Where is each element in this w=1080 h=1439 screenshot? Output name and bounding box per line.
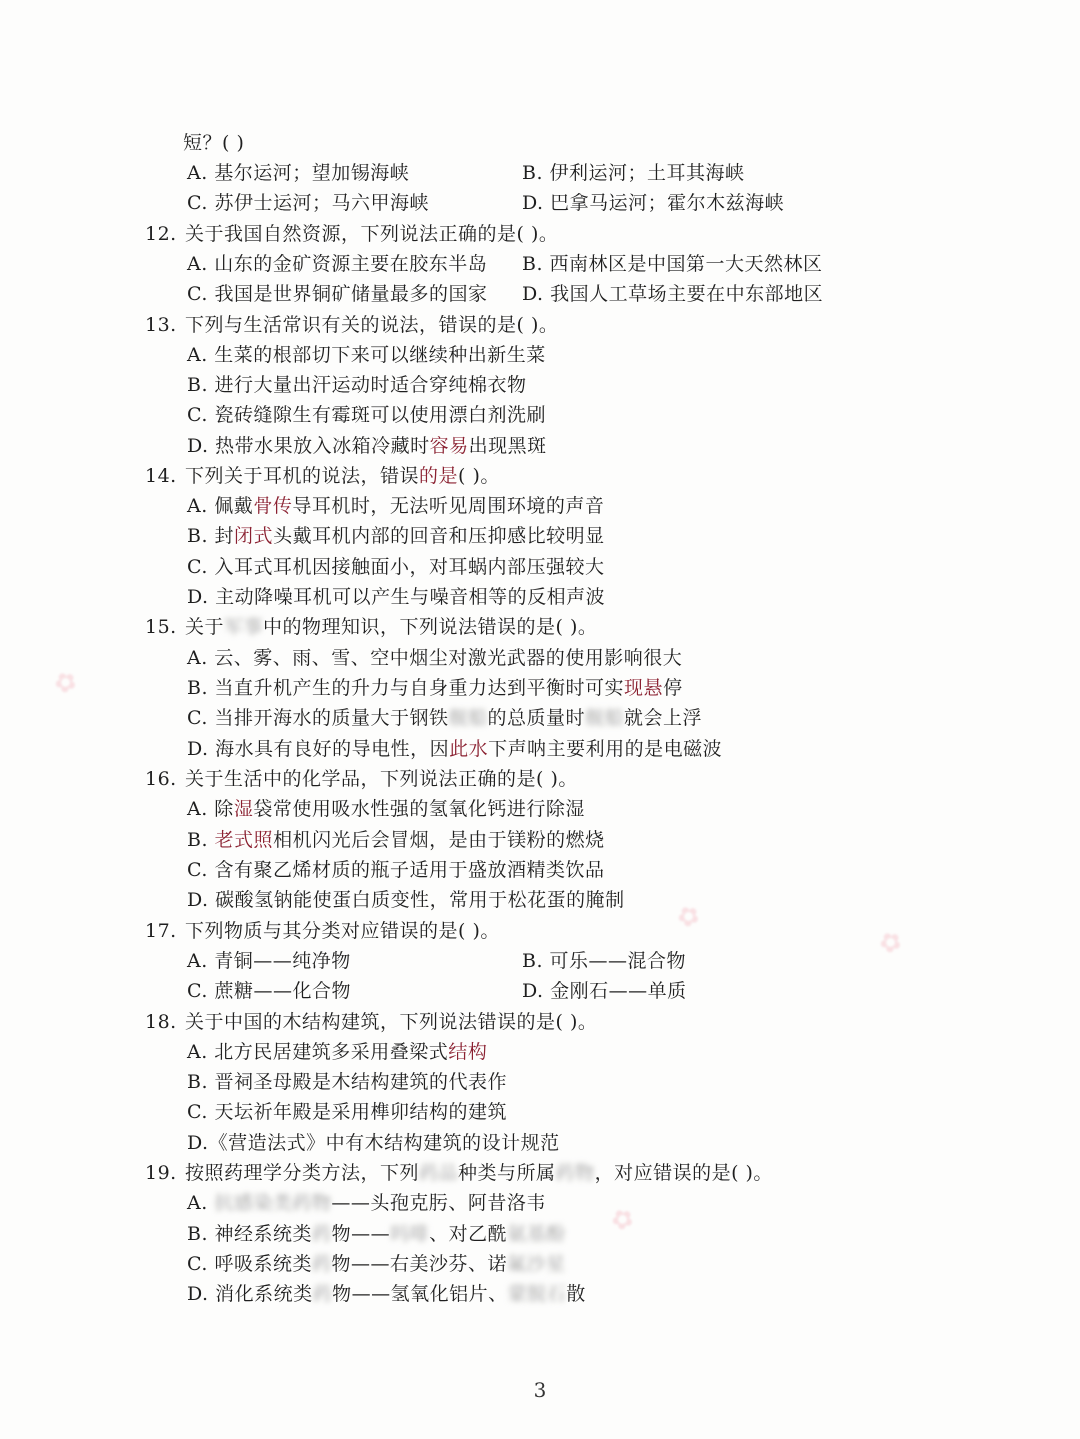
text-segment: 下声呐主要利用的是电磁波 xyxy=(488,738,723,760)
text-segment: 种类与所属 xyxy=(458,1162,556,1184)
q18-option-a xyxy=(187,1037,487,1067)
watermark-mark: ✿ xyxy=(605,1201,640,1239)
text-segment: ，对应错误的是( )。 xyxy=(594,1162,773,1184)
page-number: 3 xyxy=(533,1378,547,1402)
q12-option-b: B. 西南林区是中国第一大天然林区 xyxy=(522,253,823,275)
text-segment: 现悬 xyxy=(624,677,664,699)
blurred-text: 药 xyxy=(311,1253,332,1275)
text-segment: 骨传 xyxy=(253,495,293,517)
text-segment: A. xyxy=(187,1192,215,1214)
blurred-text: 军事 xyxy=(224,616,264,638)
text-segment: 物—— xyxy=(331,1223,391,1245)
question-text: 关于我国自然资源，下列说法正确的是( )。 xyxy=(185,223,559,245)
q12-option-a: A. 山东的金矿资源主要在胶东半岛 xyxy=(187,253,488,275)
text-segment: 散 xyxy=(566,1283,586,1305)
q17-stem xyxy=(145,916,500,946)
text-segment: ( )。 xyxy=(458,465,500,487)
q12-stem xyxy=(145,219,558,249)
text-segment: 物——氢氧化铝片、 xyxy=(332,1283,508,1305)
q17-option-c: C. 蔗糖——化合物 xyxy=(187,980,351,1002)
text-segment: B. 当直升机产生的升力与自身重力达到平衡时可实 xyxy=(187,677,625,699)
text-segment: 就会上浮 xyxy=(624,707,703,729)
text-segment: A. 佩戴 xyxy=(187,495,254,517)
q19-option-b xyxy=(187,1219,566,1249)
q19-option-d xyxy=(187,1279,586,1309)
blurred-text: 舰船 xyxy=(584,707,624,729)
blurred-text: 吗啡 xyxy=(390,1223,430,1245)
q13-option-a: A. 生菜的根部切下来可以继续种出新生菜 xyxy=(187,344,546,366)
q11-option-d: D. 巴拿马运河；霍尔木兹海峡 xyxy=(522,192,785,214)
q15-option-b xyxy=(187,673,683,703)
question-text: 下列物质与其分类对应错误的是( )。 xyxy=(185,920,500,942)
q15-stem xyxy=(145,612,597,642)
q15-option-a: A. 云、雾、雨、雪、空中烟尘对激光武器的使用影响很大 xyxy=(187,647,683,669)
q18-option-d: D.《营造法式》中有木结构建筑的设计规范 xyxy=(187,1132,560,1154)
q14-option-c: C. 入耳式耳机因接触面小，对耳蜗内部压强较大 xyxy=(187,556,605,578)
text-segment: 按照药理学分类方法，下列 xyxy=(185,1162,420,1184)
text-segment: 容易 xyxy=(429,435,469,457)
text-segment: A. 除 xyxy=(187,798,234,820)
question-number: 14. xyxy=(145,465,177,487)
text-segment: D. 热带水果放入冰箱冷藏时 xyxy=(187,435,430,457)
q16-option-c: C. 含有聚乙烯材质的瓶子适用于盛放酒精类饮品 xyxy=(187,859,605,881)
blurred-text: 抗感染类药物 xyxy=(214,1192,332,1214)
text-segment: 老式照 xyxy=(214,829,274,851)
q14-option-d: D. 主动降噪耳机可以产生与噪音相等的反相声波 xyxy=(187,586,606,608)
text-segment: B. 神经系统类 xyxy=(187,1223,313,1245)
q19-stem xyxy=(145,1158,773,1188)
question-number: 16. xyxy=(145,768,177,790)
blurred-text: 蒙脱石 xyxy=(507,1283,567,1305)
question-number: 13. xyxy=(145,314,177,336)
q13-option-b: B. 进行大量出汗运动时适合穿纯棉衣物 xyxy=(187,374,527,396)
q11-option-a: A. 基尔运河；望加锡海峡 xyxy=(187,162,410,184)
text-segment: 头戴耳机内部的回音和压抑感比较明显 xyxy=(273,525,605,547)
q18-option-b: B. 晋祠圣母殿是木结构建筑的代表作 xyxy=(187,1071,508,1093)
text-segment: 下列关于耳机的说法，错误 xyxy=(185,465,420,487)
watermark-mark: ✿ xyxy=(48,664,83,702)
text-segment: D. 海水具有良好的导电性，因 xyxy=(187,738,450,760)
text-segment: C. 当排开海水的质量大于钢铁 xyxy=(187,707,449,729)
q11-option-c: C. 苏伊士运河；马六甲海峡 xyxy=(187,192,429,214)
question-number: 15. xyxy=(145,616,177,638)
text-segment: B. xyxy=(187,829,215,851)
question-number: 12. xyxy=(145,223,177,245)
q16-option-d: D. 碳酸氢钠能使蛋白质变性，常用于松花蛋的腌制 xyxy=(187,889,625,911)
q17-option-b: B. 可乐——混合物 xyxy=(522,950,687,972)
q18-stem xyxy=(145,1007,597,1037)
q18-option-c: C. 天坛祈年殿是采用榫卯结构的建筑 xyxy=(187,1101,507,1123)
q12-option-c: C. 我国是世界铜矿储量最多的国家 xyxy=(187,283,488,305)
text-segment: 袋常使用吸水性强的氢氧化钙进行除湿 xyxy=(253,798,585,820)
text-segment: D. 消化系统类 xyxy=(187,1283,313,1305)
text-segment: B. 封 xyxy=(187,525,235,547)
text-segment: 的是 xyxy=(419,465,459,487)
text-segment: 停 xyxy=(663,677,683,699)
text-segment: 闭式 xyxy=(234,525,274,547)
blurred-text: 药品 xyxy=(419,1162,459,1184)
q11-stem-tail: 短？( ) xyxy=(183,132,245,154)
text-segment: 的总质量时 xyxy=(487,707,585,729)
text-segment: 中的物理知识，下列说法错误的是( )。 xyxy=(263,616,598,638)
q14-option-b xyxy=(187,521,605,551)
text-segment: 湿 xyxy=(233,798,254,820)
blurred-text: 药 xyxy=(312,1223,332,1245)
text-segment: 此水 xyxy=(449,738,489,760)
text-segment: 、对乙酰 xyxy=(429,1223,508,1245)
question-text: 关于中国的木结构建筑，下列说法错误的是( )。 xyxy=(185,1011,598,1033)
question-number: 18. xyxy=(145,1011,177,1033)
q16-option-b xyxy=(187,825,605,855)
text-segment: ——头孢克肟、阿昔洛韦 xyxy=(331,1192,546,1214)
q13-stem xyxy=(145,310,558,340)
q19-option-a xyxy=(187,1188,546,1218)
blurred-text: 药 xyxy=(312,1283,333,1305)
q13-option-c: C. 瓷砖缝隙生有霉斑可以使用漂白剂洗刷 xyxy=(187,404,546,426)
question-number: 19. xyxy=(145,1162,177,1184)
watermark-mark: ✿ xyxy=(671,898,706,936)
q14-option-a xyxy=(187,491,604,521)
blurred-text: 舰船 xyxy=(448,707,488,729)
q14-stem xyxy=(145,461,500,491)
text-segment: 结构 xyxy=(448,1041,488,1063)
text-segment: 物——右美沙芬、诺 xyxy=(331,1253,507,1275)
q17-option-d: D. 金刚石——单质 xyxy=(522,980,687,1002)
q19-option-c xyxy=(187,1249,566,1279)
q11-option-b: B. 伊利运河；土耳其海峡 xyxy=(522,162,745,184)
text-segment: 出现黑斑 xyxy=(468,435,547,457)
blurred-text: 氟沙星 xyxy=(506,1253,566,1275)
text-segment: C. 呼吸系统类 xyxy=(187,1253,312,1275)
question-text: 关于生活中的化学品，下列说法正确的是( )。 xyxy=(185,768,578,790)
q15-option-d xyxy=(187,734,722,764)
blurred-text: 药物 xyxy=(555,1162,595,1184)
q17-option-a: A. 青铜——纯净物 xyxy=(187,950,351,972)
q13-option-d xyxy=(187,431,547,461)
question-text: 下列与生活常识有关的说法，错误的是( )。 xyxy=(185,314,559,336)
q16-option-a xyxy=(187,794,585,824)
watermark-mark: ✿ xyxy=(873,924,908,962)
q16-stem xyxy=(145,764,578,794)
question-number: 17. xyxy=(145,920,177,942)
q12-option-d: D. 我国人工草场主要在中东部地区 xyxy=(522,283,824,305)
text-segment: 导耳机时，无法听见周围环境的声音 xyxy=(292,495,605,517)
q15-option-c xyxy=(187,703,702,733)
blurred-text: 氨基酚 xyxy=(507,1223,566,1245)
text-segment: 相机闪光后会冒烟，是由于镁粉的燃烧 xyxy=(273,829,605,851)
text-segment: A. 北方民居建筑多采用叠梁式 xyxy=(187,1041,449,1063)
text-segment: 关于 xyxy=(185,616,225,638)
